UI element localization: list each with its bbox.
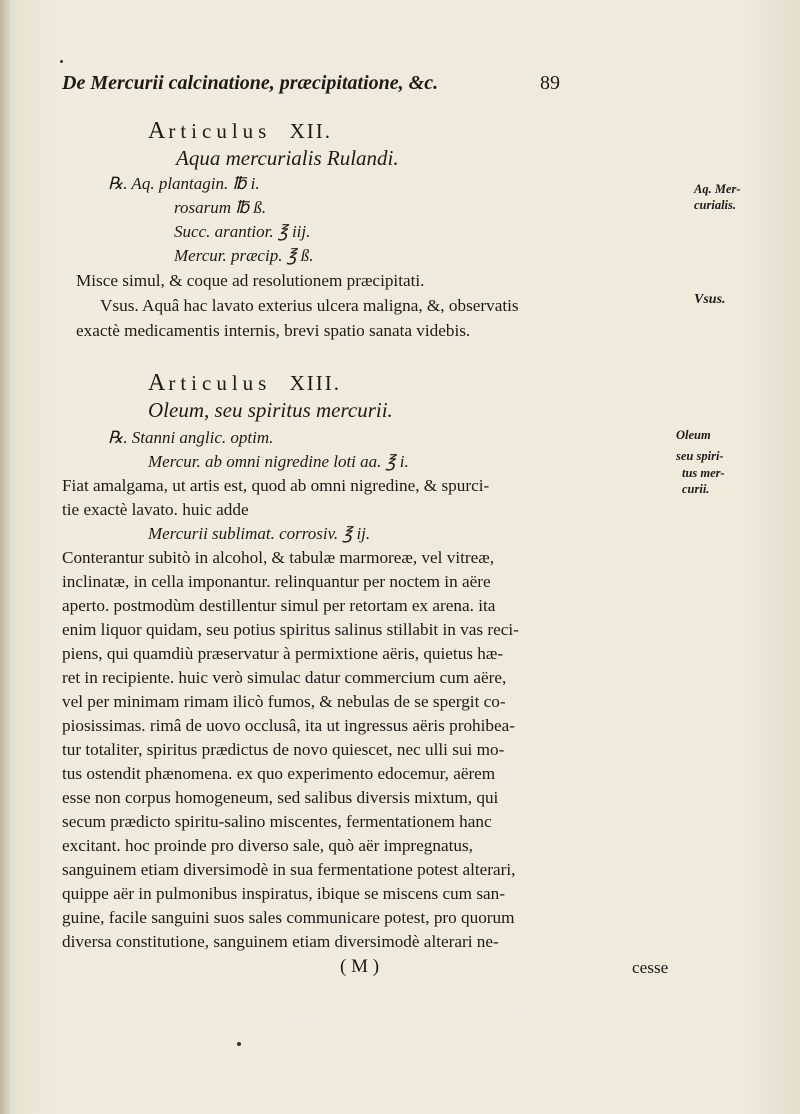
article-13-body-line: guine, facile sanguini suos sales communicare potest, pro quorum: [62, 908, 515, 927]
article-13-body-a-line-1: Fiat amalgama, ut artis est, quod ab omni nigredine, & spurci-: [62, 476, 490, 495]
article-13-body-line: esse non corpus homogeneum, sed salibus diversis mixtum, qui: [62, 788, 499, 807]
article-12-heading-initial: A: [148, 118, 169, 144]
article-13-body-line: piens, qui quamdiù præservatur à permixtione aëris, quietus hæ-: [62, 644, 504, 663]
article-13-subtitle: Oleum, seu spiritus mercurii.: [148, 398, 393, 422]
article-13-body-line: piosissimas. rimâ de uovo occlusâ, ita ut ingressus aëris prohibea-: [62, 716, 515, 735]
article-13-body-line: excitant. hoc proinde pro diverso sale, quò aër impregnatus,: [62, 836, 473, 855]
page-speck: [60, 60, 63, 63]
article-13-margin-note-2: seu spiri-: [676, 449, 724, 463]
article-13-body-a-line-2: tie exactè lavato. huic adde: [62, 500, 249, 519]
article-12-body-line-2: Vsus. Aquâ hac lavato exterius ulcera maligna, &, observatis: [100, 296, 519, 315]
article-12-recipe-line-3: Succ. arantior. ℥ iij.: [174, 222, 311, 241]
article-13-body-line: Conterantur subitò in alcohol, & tabulæ marmoreæ, vel vitreæ,: [62, 548, 494, 567]
article-12-body-line-3: exactè medicamentis internis, brevi spatio sanata videbis.: [76, 321, 471, 340]
article-12-body-line-1: Misce simul, & coque ad resolutionem præcipitati.: [76, 271, 425, 290]
article-13-body-line: diversa constitutione, sanguinem etiam diversimodè alterari ne-: [62, 932, 499, 951]
article-12-recipe-line-4: Mercur. præcip. ℥ ß.: [174, 246, 314, 265]
article-13-body-line: quippe aër in pulmonibus inspiratus, ibique se miscens cum san-: [62, 884, 505, 903]
article-13-heading: [148, 370, 341, 397]
article-13-recipe-line-1: ℞. Stanni anglic. optim.: [108, 428, 274, 447]
article-13-heading-word: rticulus: [168, 371, 272, 395]
article-13-recipe-line-3: Mercurii sublimat. corrosiv. ℥ ij.: [148, 524, 371, 543]
article-13-margin-note-4: curii.: [682, 482, 710, 496]
article-13-body-line: secum prædicto spiritu-salino miscentes, fermentationem hanc: [62, 812, 492, 831]
article-13-body-line: enim liquor quidam, seu potius spiritus salinus stillabit in vas reci-: [62, 620, 519, 639]
article-12-margin-note-2: curialis.: [694, 198, 737, 212]
article-13-body-line: sanguinem etiam diversimodè in sua fermentatione potest alterari,: [62, 860, 516, 879]
article-13-recipe-line-2: Mercur. ab omni nigredine loti aa. ℥ i.: [148, 452, 409, 471]
article-13-body-line: ret in recipiente. huic verò simulac datur commercium cum aëre,: [62, 668, 507, 687]
article-12-number: XII.: [289, 119, 332, 143]
page-number: 89: [540, 72, 560, 94]
running-head-title: De Mercurii calcinatione, præcipitatione, &c.: [62, 72, 439, 94]
signature-mark: ( M ): [340, 956, 380, 977]
article-13-body-line: inclinatæ, in cella imponantur. relinquantur per noctem in aëre: [62, 572, 491, 591]
article-12-margin-note-3: Vsus.: [694, 292, 726, 307]
article-12-subtitle: Aqua mercurialis Rulandi.: [176, 146, 399, 170]
article-12-heading-word: rticulus: [168, 119, 272, 143]
page-speck: [237, 1042, 241, 1046]
article-12-recipe-line-1: ℞. Aq. plantagin. ℔ i.: [108, 174, 260, 193]
page-gutter: [0, 0, 10, 1114]
article-13-number: XIII.: [289, 371, 341, 395]
article-13-body-line: aperto. postmodùm destillentur simul per retortam ex arena. ita: [62, 596, 496, 615]
catchword: cesse: [632, 958, 669, 977]
article-13-margin-note-3: tus mer-: [682, 466, 725, 480]
article-12-margin-note-1: Aq. Mer-: [694, 182, 741, 196]
article-13-margin-note-1: Oleum: [676, 428, 711, 442]
article-13-body-line: tur totaliter, spiritus prædictus de novo quiescet, nec ulli sui mo-: [62, 740, 505, 759]
article-12-heading: [148, 118, 332, 145]
article-13-body-line: tus ostendit phænomena. ex quo experimento edocemur, aërem: [62, 764, 496, 783]
article-13-heading-initial: A: [148, 370, 169, 396]
article-12-recipe-line-2: rosarum ℔ ß.: [174, 198, 267, 217]
article-13-body-line: vel per minimam rimam ilicò fumos, & nebulas de se spergit co-: [62, 692, 506, 711]
